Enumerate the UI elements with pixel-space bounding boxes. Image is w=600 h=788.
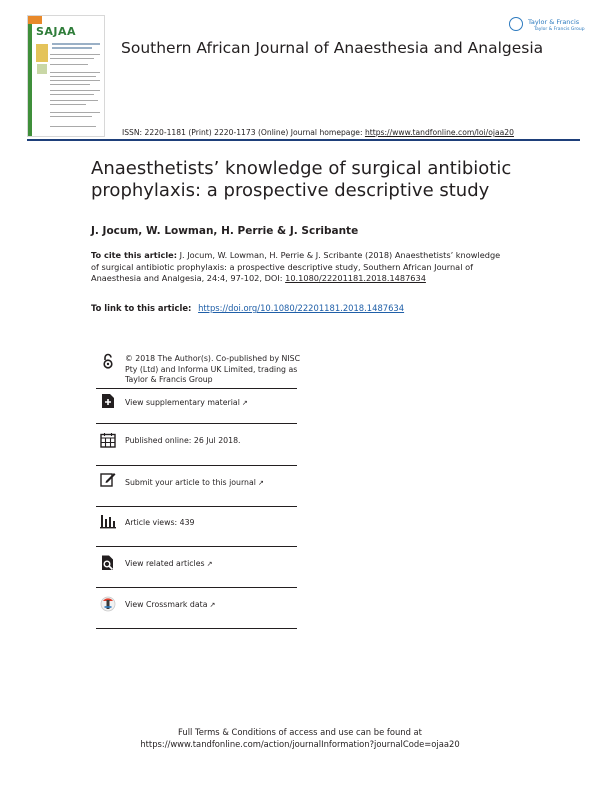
- link-label: To link to this article:: [91, 303, 192, 313]
- external-link-icon: ↗: [257, 479, 264, 487]
- footer: [0, 726, 600, 750]
- article-title: Anaesthetists’ knowledge of surgical antibiotic prophylaxis: a prospective descriptive study: [91, 158, 512, 201]
- article-authors: J. Jocum, W. Lowman, H. Perrie & J. Scribante: [91, 225, 359, 237]
- cite-label: To cite this article:: [91, 250, 177, 260]
- cite-text: J. Jocum, W. Lowman, H. Perrie & J. Scribante (2018) Anaesthetists’ knowledge of surgical antibiotic prophylaxis: a prospective descriptive study, Southern African Journal of Anaesthesia and Analgesia, 24:4, 97-102, DOI:: [91, 250, 501, 283]
- article-link-line: [91, 303, 404, 313]
- divider: [96, 465, 297, 466]
- citation-block: [91, 250, 501, 285]
- published-row: [96, 430, 297, 464]
- open-access-icon: [100, 353, 116, 369]
- journal-homepage-link[interactable]: https://www.tandfonline.com/loi/ojaa20: [364, 128, 514, 137]
- issn-line: [122, 128, 514, 137]
- footer-terms-link[interactable]: https://www.tandfonline.com/action/journalInformation?journalCode=ojaa20: [140, 739, 460, 749]
- divider: [96, 546, 297, 547]
- calendar-icon: [100, 432, 116, 448]
- publisher-logo-name: Taylor & Francis: [528, 18, 580, 26]
- divider: [96, 423, 297, 424]
- divider: [96, 628, 297, 629]
- views-row: [96, 512, 297, 546]
- license-text: © 2018 The Author(s). Co-published by NISC Pty (Ltd) and Informa UK Limited, trading as Taylor & Francis Group: [125, 354, 301, 384]
- submit-row[interactable]: [96, 470, 297, 506]
- divider: [96, 388, 297, 389]
- submit-article-link[interactable]: Submit your article to this journal ↗: [125, 478, 264, 487]
- related-articles-icon: [100, 555, 116, 571]
- journal-cover-thumbnail: [27, 15, 105, 137]
- document-plus-icon: [100, 393, 116, 409]
- crossmark-icon: [100, 596, 116, 612]
- article-doi-link[interactable]: https://doi.org/10.1080/22201181.2018.1487634: [198, 303, 405, 313]
- external-link-icon: ↗: [206, 560, 213, 568]
- external-link-icon: ↗: [241, 399, 248, 407]
- publisher-logo-icon: [509, 17, 523, 31]
- publisher-logo-sub: Taylor & Francis Group: [534, 27, 585, 32]
- crossmark-row[interactable]: [96, 594, 297, 628]
- journal-title: Southern African Journal of Anaesthesia and Analgesia: [121, 39, 544, 57]
- license-row: [96, 352, 301, 388]
- publisher-logo: [509, 16, 589, 38]
- article-views: Article views: 439: [125, 518, 195, 527]
- supplementary-link[interactable]: View supplementary material ↗: [125, 398, 248, 407]
- edit-icon: [100, 471, 116, 487]
- supplementary-row[interactable]: [96, 393, 297, 423]
- journal-logo: SAJAA: [36, 25, 77, 38]
- bar-chart-icon: [100, 513, 116, 529]
- external-link-icon: ↗: [209, 601, 216, 609]
- header-divider: [27, 139, 580, 141]
- crossmark-link[interactable]: View Crossmark data ↗: [125, 600, 216, 609]
- related-articles-link[interactable]: View related articles ↗: [125, 559, 213, 568]
- cite-doi-link[interactable]: 10.1080/22201181.2018.1487634: [285, 273, 426, 283]
- issn-text: ISSN: 2220-1181 (Print) 2220-1173 (Online) Journal homepage:: [122, 128, 363, 137]
- footer-terms-text: Full Terms & Conditions of access and use can be found at: [178, 727, 422, 737]
- published-date: Published online: 26 Jul 2018.: [125, 436, 241, 445]
- divider: [96, 587, 297, 588]
- divider: [96, 506, 297, 507]
- related-row[interactable]: [96, 553, 297, 587]
